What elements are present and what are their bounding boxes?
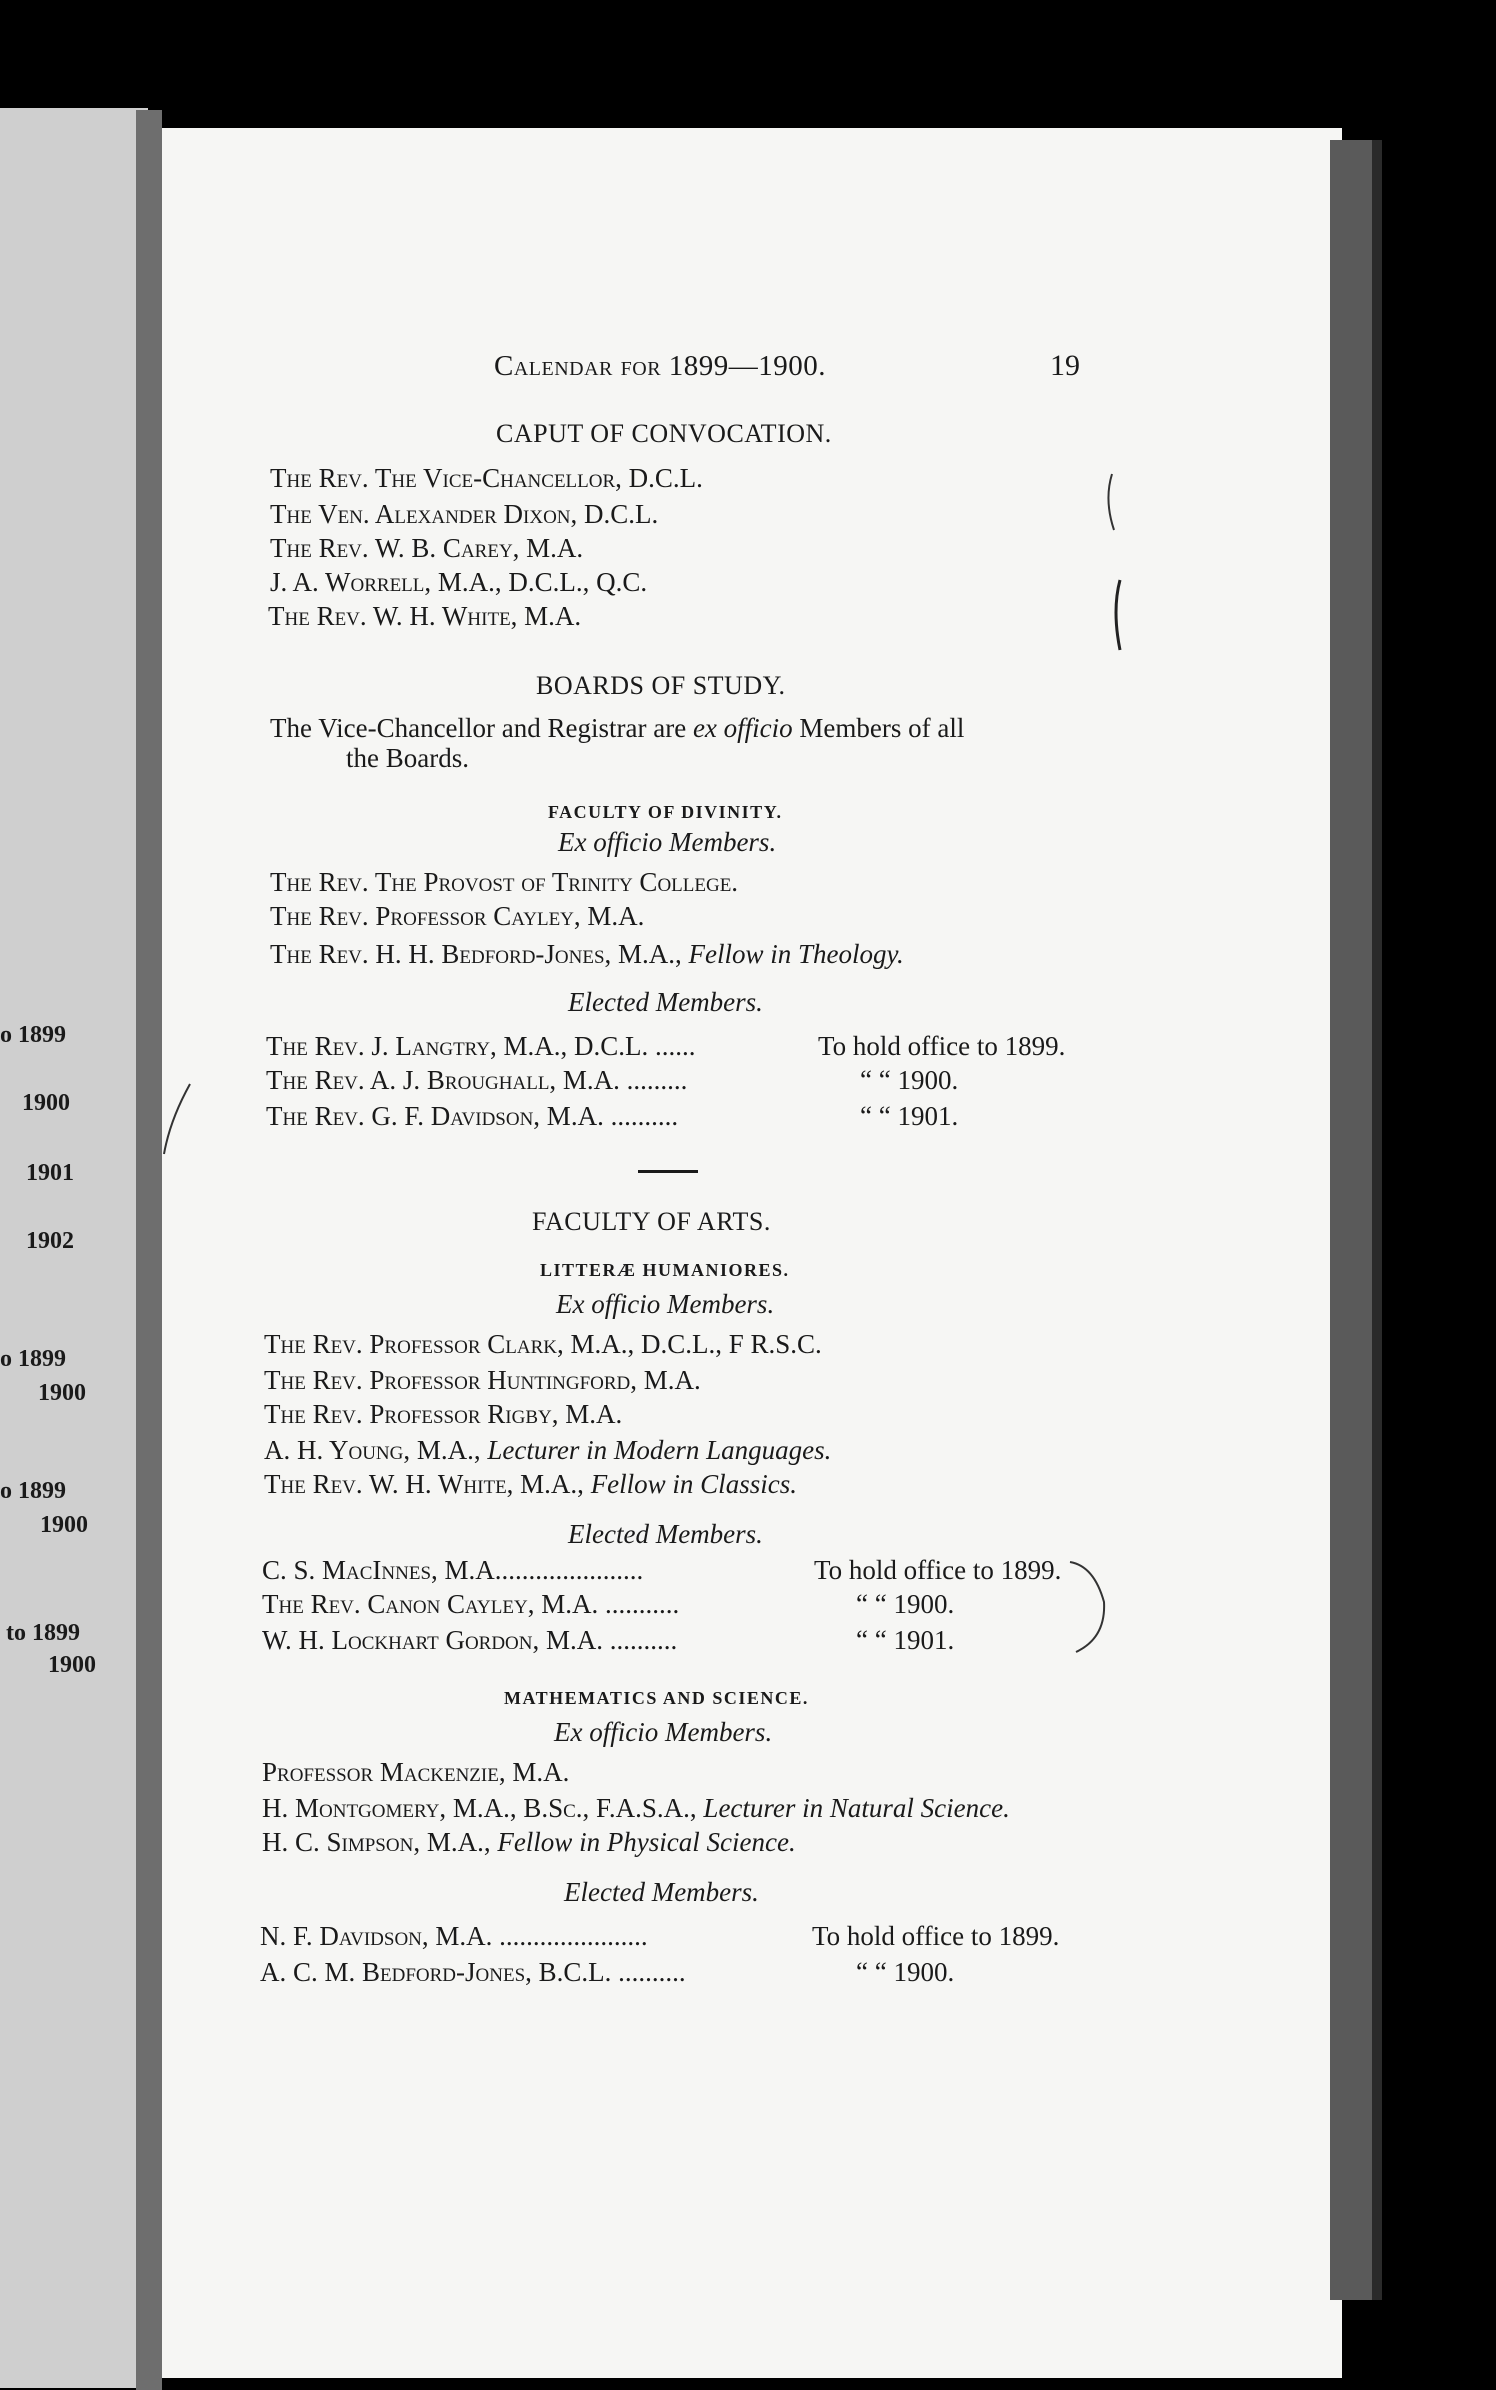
left-fragment: 1900 [22, 1090, 70, 1116]
divinity-heading: FACULTY OF DIVINITY. [548, 802, 783, 822]
math-elected-office: “ “ 1900. [856, 1957, 955, 1987]
arts-elected-office: To hold office to 1899. [814, 1555, 1062, 1585]
running-header: Calendar for 1899—1900. [494, 350, 827, 382]
arts-subheading-humaniores: LITTERÆ HUMANIORES. [540, 1260, 790, 1280]
arts-elected-member: The Rev. Canon Cayley, M.A. ........... [262, 1589, 680, 1619]
arts-elected-member: C. S. MacInnes, M.A...................... [262, 1555, 644, 1585]
section-divider [638, 1170, 698, 1173]
divinity-elected-office: “ “ 1901. [860, 1101, 959, 1131]
divinity-exofficio-member: The Rev. The Provost of Trinity College. [270, 867, 739, 897]
left-fragment: 1900 [40, 1512, 88, 1538]
pencil-mark [160, 1080, 200, 1160]
arts-exofficio-member: The Rev. Professor Huntingford, M.A. [264, 1365, 701, 1395]
math-elected-member: N. F. Davidson, M.A. ...................... [260, 1921, 648, 1951]
left-fragment: 1902 [26, 1228, 74, 1254]
arts-exofficio-member: The Rev. Professor Clark, M.A., D.C.L., F R.S.C. [264, 1329, 822, 1359]
pencil-mark [1100, 470, 1140, 670]
math-exofficio-member: Professor Mackenzie, M.A. [262, 1757, 570, 1787]
caput-heading: CAPUT OF CONVOCATION. [496, 419, 832, 448]
left-page-edge [0, 108, 148, 2388]
left-fragment: 1901 [26, 1160, 74, 1186]
left-fragment: to 1899 [6, 1620, 80, 1646]
divinity-elected-member: The Rev. G. F. Davidson, M.A. .......... [266, 1101, 679, 1131]
left-fragment: o 1899 [0, 1478, 66, 1504]
arts-heading: FACULTY OF ARTS. [532, 1207, 771, 1236]
arts-exofficio-member: The Rev. Professor Rigby, M.A. [264, 1399, 623, 1429]
divinity-elected-label: Elected Members. [568, 987, 763, 1017]
divinity-elected-member: The Rev. J. Langtry, M.A., D.C.L. ...... [266, 1031, 696, 1061]
left-fragment: 1900 [38, 1380, 86, 1406]
arts-elected-label: Elected Members. [568, 1519, 763, 1549]
caput-member: The Ven. Alexander Dixon, D.C.L. [270, 499, 659, 529]
boards-intro: The Vice-Chancellor and Registrar are ex officio Members of all [270, 713, 965, 743]
caput-member: The Rev. W. B. Carey, M.A. [270, 533, 584, 563]
divinity-exofficio-member: The Rev. H. H. Bedford-Jones, M.A., Fellow in Theology. [270, 939, 904, 969]
arts-exofficio-label: Ex officio Members. [556, 1289, 775, 1319]
math-elected-member: A. C. M. Bedford-Jones, B.C.L. .......... [260, 1957, 686, 1987]
divinity-exofficio-member: The Rev. Professor Cayley, M.A. [270, 901, 645, 931]
left-fragment: o 1899 [0, 1022, 66, 1048]
divinity-elected-office: To hold office to 1899. [818, 1031, 1066, 1061]
arts-exofficio-member: The Rev. W. H. White, M.A., Fellow in Classics. [264, 1469, 797, 1499]
boards-heading: BOARDS OF STUDY. [536, 671, 786, 700]
math-exofficio-label: Ex officio Members. [554, 1717, 773, 1747]
caput-member: The Rev. W. H. White, M.A. [268, 601, 582, 631]
math-exofficio-member: H. Montgomery, M.A., B.Sc., F.A.S.A., Lecturer in Natural Science. [262, 1793, 1010, 1823]
boards-intro-line2: the Boards. [346, 743, 469, 773]
page-edge-shadow [1372, 140, 1382, 2300]
math-exofficio-member: H. C. Simpson, M.A., Fellow in Physical Science. [262, 1827, 796, 1857]
math-elected-label: Elected Members. [564, 1877, 759, 1907]
left-fragment: 1900 [48, 1652, 96, 1678]
left-fragment: o 1899 [0, 1346, 66, 1372]
arts-elected-office: “ “ 1901. [856, 1625, 955, 1655]
math-elected-office: To hold office to 1899. [812, 1921, 1060, 1951]
divinity-elected-office: “ “ 1900. [860, 1065, 959, 1095]
divinity-elected-member: The Rev. A. J. Broughall, M.A. ......... [266, 1065, 688, 1095]
arts-elected-member: W. H. Lockhart Gordon, M.A. .......... [262, 1625, 678, 1655]
caput-member: J. A. Worrell, M.A., D.C.L., Q.C. [270, 567, 648, 597]
divinity-exofficio-label: Ex officio Members. [558, 827, 777, 857]
caput-member: The Rev. The Vice-Chancellor, D.C.L. [270, 463, 703, 493]
page-edge-right [1330, 140, 1374, 2300]
book-gutter [136, 110, 162, 2390]
page-number: 19 [1050, 349, 1080, 382]
arts-exofficio-member: A. H. Young, M.A., Lecturer in Modern Languages. [264, 1435, 832, 1465]
arts-elected-office: “ “ 1900. [856, 1589, 955, 1619]
arts-subheading-math: MATHEMATICS AND SCIENCE. [504, 1688, 809, 1708]
pencil-bracket [1060, 1552, 1120, 1662]
